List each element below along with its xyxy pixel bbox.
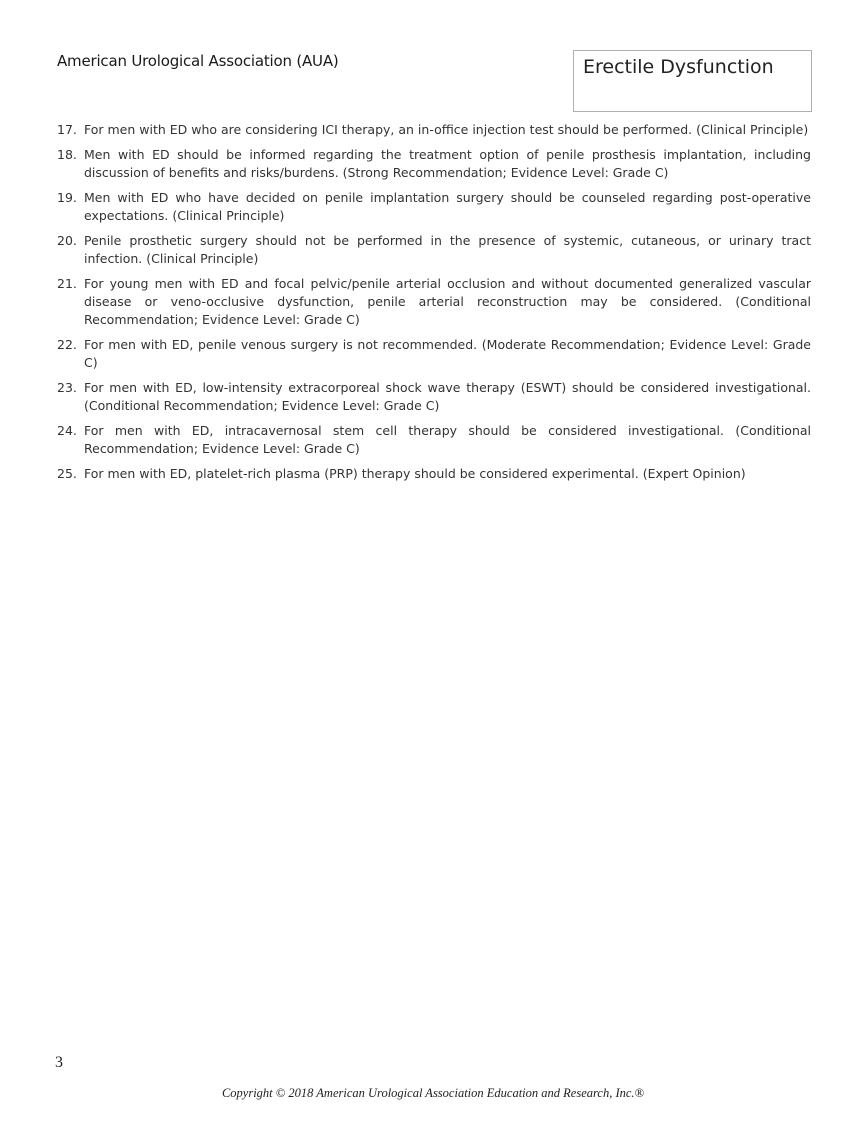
guideline-text: For men with ED who are considering ICI therapy, an in-office injection test should be performed. (Clinical Principle) xyxy=(84,122,809,137)
guideline-number: 18. xyxy=(57,147,77,162)
page-number: 3 xyxy=(55,1054,63,1071)
document-title-box xyxy=(573,50,812,112)
header-organization: American Urological Association (AUA) xyxy=(57,52,339,70)
guideline-text: Penile prosthetic surgery should not be performed in the presence of systemic, cutaneous, or urinary tract infection. (Clinical Principle) xyxy=(84,233,811,266)
guideline-number: 17. xyxy=(57,122,77,137)
guideline-item xyxy=(57,121,811,139)
guideline-text: Men with ED who have decided on penile implantation surgery should be counseled regarding post-operative expectations. (Clinical Principle) xyxy=(84,190,811,223)
guideline-text: Men with ED should be informed regarding the treatment option of penile prosthesis implantation, including discussion of benefits and risks/burdens. (Strong Recommendation; Evidence Level: Grade C) xyxy=(84,147,811,180)
guideline-item xyxy=(57,189,811,225)
copyright-line: Copyright © 2018 American Urological Association Education and Research, Inc.® xyxy=(221,1086,645,1100)
guideline-item xyxy=(57,336,811,372)
guideline-item xyxy=(57,379,811,415)
guideline-item xyxy=(57,232,811,268)
guideline-number: 25. xyxy=(57,466,77,481)
guideline-text: For men with ED, intracavernosal stem cell therapy should be considered investigational. (Conditional Recommendation; Evidence Level: Grade C) xyxy=(84,423,811,456)
guideline-number: 22. xyxy=(57,337,77,352)
document-title: Erectile Dysfunction xyxy=(583,56,774,78)
guideline-number: 20. xyxy=(57,233,77,248)
guideline-number: 21. xyxy=(57,276,77,291)
guideline-item xyxy=(57,465,811,483)
guideline-number: 23. xyxy=(57,380,77,395)
guideline-number: 24. xyxy=(57,423,77,438)
guideline-number: 19. xyxy=(57,190,77,205)
guideline-text: For men with ED, platelet-rich plasma (PRP) therapy should be considered experimental. (Expert Opinion) xyxy=(84,466,746,481)
guideline-item xyxy=(57,422,811,458)
guidelines-list xyxy=(57,121,811,490)
guideline-text: For men with ED, penile venous surgery is not recommended. (Moderate Recommendation; Evidence Level: Grade C) xyxy=(84,337,811,370)
guideline-text: For young men with ED and focal pelvic/penile arterial occlusion and without documented generalized vascular disease or veno-occlusive dysfunction, penile arterial reconstruction may be considered. (Conditional Recommendation; Evidence Level: Grade C) xyxy=(84,276,811,327)
guideline-item xyxy=(57,146,811,182)
guideline-text: For men with ED, low-intensity extracorporeal shock wave therapy (ESWT) should be considered investigational. (Conditional Recommendation; Evidence Level: Grade C) xyxy=(84,380,811,413)
guideline-item xyxy=(57,275,811,329)
